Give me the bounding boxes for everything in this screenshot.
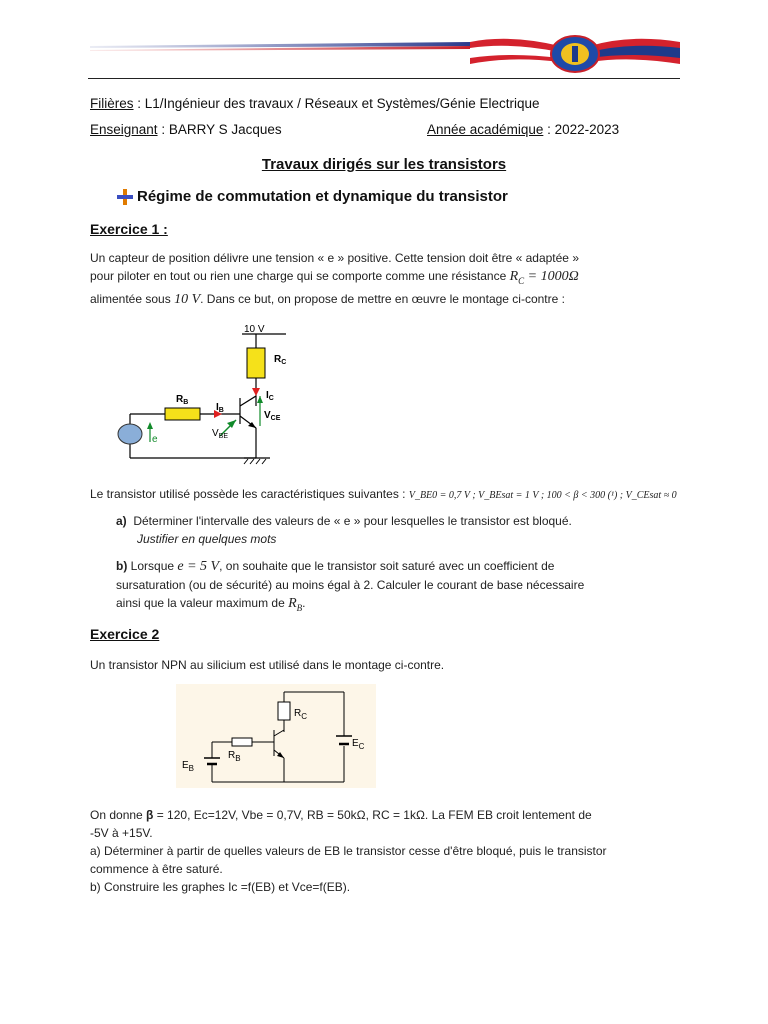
plus-bullet-icon: [116, 188, 134, 206]
annee-value: : 2022-2023: [543, 122, 620, 137]
enseignant-value: : BARRY S Jacques: [157, 122, 282, 137]
ex1-line-2: pour piloter en tout ou rien une charge qui se comporte comme une résistance $R_C = 1000\Omega$: [90, 269, 579, 286]
exercise-2-heading: Exercice 2: [90, 626, 160, 642]
exercise-1-paragraph: [90, 249, 690, 309]
exercise-1-question-b: b) Lorsque e = 5 V, on souhaite que le transistor soit saturé avec un coefficient de sursaturation (ou de sécurité) au moins égal à 2. Calculer le courant de base nécessaire ainsi que la valeur maximum de $R_B$.: [116, 559, 585, 613]
annee-line: [427, 122, 619, 137]
enseignant-label: Enseignant: [90, 122, 158, 137]
rb2-label: $R_B$: [228, 750, 241, 763]
vce-label: $V_{CE}$: [264, 410, 281, 422]
ex1-line-3: alimentée sous 10 V. Dans ce but, on propose de mettre en œuvre le montage ci-contre :: [90, 291, 565, 307]
rc-label: $R_C$: [274, 354, 287, 366]
supply-label: 10 V: [244, 324, 265, 335]
ex1-rc-symbol: $R_C = 1000\Omega$: [509, 269, 579, 286]
exercise-2-body: On donne β = 120, Ec=12V, Vbe = 0,7V, RB = 50kΩ, RC = 1kΩ. La FEM EB croit lentement de -5V à +15V. a) Déterminer à partir de quelles valeurs de EB le transistor cesse d'être bloqué, puis le transistor commence à être saturé. b) Construire les graphes Ic =f(EB) et Vce=f(EB).: [90, 806, 710, 896]
caracteristiques-formula: V_BE0 = 0,7 V ; V_BEsat = 1 V ; 100 < β < 300 (¹) ; V_CEsat ≈ 0: [408, 490, 677, 501]
ic-label: $I_C$: [266, 390, 274, 402]
annee-label: Année académique: [427, 122, 544, 137]
e-label: e: [152, 434, 158, 445]
exercise-1-question-a: a) Déterminer l'intervalle des valeurs de « e » pour lesquelles le transistor est bloqué. Justifier en quelques mots: [116, 514, 572, 546]
filieres-value: : L1/Ingénieur des travaux / Réseaux et Systèmes/Génie Electrique: [133, 96, 540, 111]
ex1-line-1: Un capteur de position délivre une tension « e » positive. Cette tension doit être « adaptée »: [90, 251, 579, 265]
exercise-2-intro: Un transistor NPN au silicium est utilisé dans le montage ci-contre.: [90, 658, 445, 672]
header-rule: [88, 78, 680, 79]
filieres-line: [90, 96, 540, 111]
ib-label: $I_B$: [216, 402, 224, 414]
filieres-label: Filières: [90, 96, 134, 111]
ex2-given-line: On donne β = 120, Ec=12V, Vbe = 0,7V, RB = 50kΩ, RC = 1kΩ. La FEM EB croit lentement de: [90, 808, 592, 822]
page-title: Travaux dirigés sur les transistors: [261, 156, 507, 173]
rc2-label: $R_C$: [294, 708, 308, 721]
ex2-question-b: b) Construire les graphes Ic =f(EB) et Vce=f(EB).: [90, 880, 351, 894]
exercise-2-circuit-diagram: [176, 684, 376, 788]
exercise-1-circuit-diagram: [110, 318, 310, 468]
vbe-label: $V_{BE}$: [212, 428, 229, 440]
ic-arrow-icon: [252, 388, 260, 396]
header-logo-band: [90, 34, 680, 74]
subtitle: Régime de commutation et dynamique du transistor: [137, 188, 508, 205]
exercise-1-heading: Exercice 1 :: [90, 221, 168, 237]
ex2-question-a: a) Déterminer à partir de quelles valeurs de EB le transistor cesse d'être bloqué, puis le transistor: [90, 844, 607, 858]
ec-label: $E_C$: [352, 738, 365, 751]
caracteristiques-line: Le transistor utilisé possède les caractéristiques suivantes : V_BE0 = 0,7 V ; V_BEsat = 1 V ; 100 < β < 300 (¹) ; V_CEsat ≈ 0: [90, 487, 677, 501]
eb-label: $E_B$: [182, 760, 195, 773]
rb-label: $R_B$: [176, 394, 189, 406]
enseignant-line: [90, 122, 282, 137]
